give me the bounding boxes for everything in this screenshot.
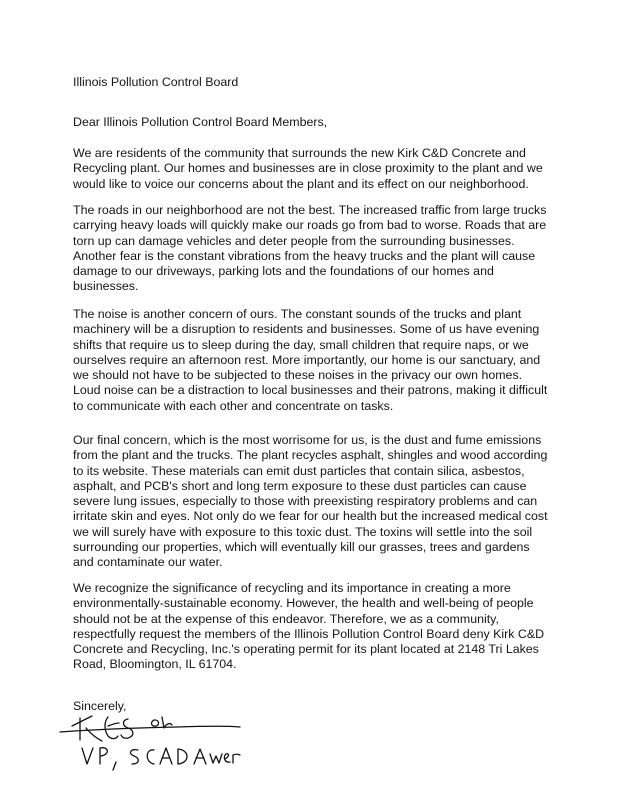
handwritten-signature bbox=[58, 708, 248, 778]
addressee-line: Illinois Pollution Control Board bbox=[73, 75, 239, 89]
salutation: Dear Illinois Pollution Control Board Members, bbox=[73, 115, 328, 129]
paragraph-dust: Our final concern, which is the most worrisome for us, is the dust and fume emissions from the plant and the trucks. The plant recycles asphalt, shingles and wood according to its website. These materials can emit dust particles that contain silica, asbestos, asphalt, and PCB's short and long term exposure to these dust particles can cause severe lung issues, especially to those with preexisting respiratory problems and can irritate skin and eyes. Not only do we fear for our health but the increased medical cost we will surely have with exposure to this toxic dust. The toxins will settle into the soil surrounding our properties, which will eventually kill our grasses, trees and gardens and contaminate our water. bbox=[73, 433, 548, 570]
paragraph-noise: The noise is another concern of ours. The constant sounds of the trucks and plant machinery will be a disruption to residents and businesses. Some of us have evening shifts that require us to sleep during the day, small children that require naps, or we ourselves require an afternoon rest. More importantly, our home is our sanctuary, and we should not have to be subjected to these noises in the privacy our own homes. Loud noise can be a distraction to local businesses and their patrons, making it difficult to communicate with each other and concentrate on tasks. bbox=[73, 307, 548, 413]
paragraph-roads: The roads in our neighborhood are not the best. The increased traffic from large trucks carrying heavy loads will quickly make our roads go from bad to worse. Roads that are torn up can damage vehicles and deter people from the surrounding businesses. Another fear is the constant vibrations from the heavy trucks and the plant will cause damage to our driveways, parking lots and the foundations of our homes and businesses. bbox=[73, 203, 547, 294]
paragraph-intro: We are residents of the community that surrounds the new Kirk C&D Concrete and Recycling plant. Our homes and businesses are in close proximity to the plant and we would like to voice our concerns about the plant and its effect on our neighborhood. bbox=[73, 146, 543, 191]
closing: Sincerely, bbox=[73, 699, 127, 713]
paragraph-request: We recognize the significance of recycling and its importance in creating a more environmentally-sustainable economy. However, the health and well-being of people should not be at the expense of this endeavor. Therefore, we as a community, respectfully request the members of the Illinois Pollution Control Board deny Kirk C&D Concrete and Recycling, Inc.'s operating permit for its plant located at 2148 Tri Lakes Road, Bloomington, IL 61704. bbox=[73, 581, 545, 672]
